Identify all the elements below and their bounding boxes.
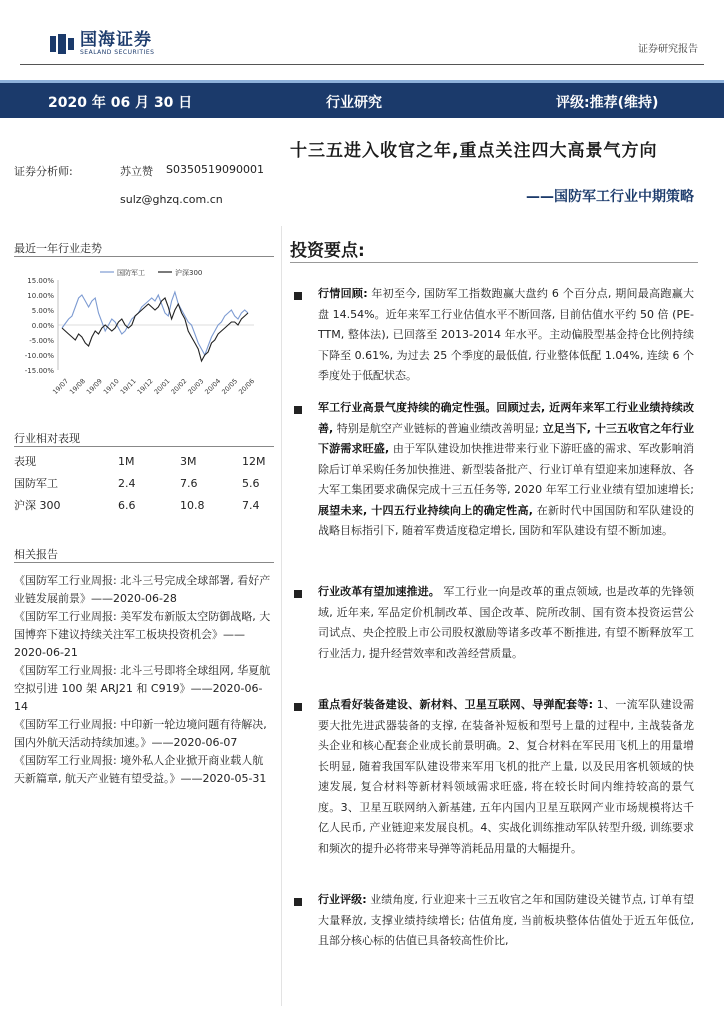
point-prosperity: [318, 398, 694, 542]
trend-chart-svg: [14, 258, 270, 400]
table-cell: 7.6: [180, 476, 198, 490]
point-lead: 重点看好装备建设、新材料、卫星互联网、导弹配套等:: [318, 698, 594, 711]
x-tick-label: 19/08: [68, 377, 87, 397]
point-emphasis: 展望未来, 十四五行业持续向上的确定性高,: [318, 503, 533, 517]
table-cell: 7.4: [242, 498, 260, 512]
related-reports-list: [14, 572, 272, 788]
x-tick-label: 20/05: [220, 377, 240, 397]
x-tick-label: 20/06: [237, 377, 257, 397]
header-divider: [20, 64, 704, 65]
trend-chart: [14, 258, 270, 400]
logo-text-cn: 国海证券: [80, 30, 152, 50]
point-lead: 军工行业高景气度持续的确定性强。回顾过去, 近两年来军工行业业绩持续改善,: [318, 401, 694, 435]
point-text: 年初至今, 国防军工指数跑赢大盘约 6 个百分点, 期间最高跑赢大盘 14.54%。近年来军工行业估值水平不断回落, 目前估值水平约 50 倍 (PE-TTM, 整体法), 已回落至 2013-2014 年水平。主动偏股型基金持仓比例持续下降至 0.61%, 为过去 25 个季度的最低值, 行业整体低配 1.04%, 连续 6 个季度处于低配状态。: [318, 287, 694, 382]
analyst-name: 苏立赞: [120, 165, 153, 178]
x-tick-label: 20/01: [152, 377, 172, 397]
point-text: 特别是航空产业链标的普遍业绩改善明显;: [333, 421, 539, 435]
legend-label: 沪深300: [175, 269, 203, 277]
analyst-email[interactable]: sulz@ghzq.com.cn: [120, 193, 223, 206]
logo-text-en: SEALAND SECURITIES: [80, 49, 155, 56]
performance-divider: [14, 446, 274, 447]
related-report-link[interactable]: 《国防军工行业周报: 美军发布新版太空防御战略, 大国博弈下建议持续关注军工板块投资机会》——2020-06-21: [14, 610, 271, 659]
bullet-icon: [294, 703, 302, 711]
point-text: 1、一流军队建设需要大批先进武器装备的支撑, 在装备补短板和型号上量的过程中, 主战装备龙头企业和核心配套企业成长前景明确。2、复合材料在军民用飞机上的用量增长明显, 随着我国军队建设带来军用飞机的批产上量, 以及民用客机领域的快速发展, 复合材料等新材料领域需求旺盛, 将在较长时间内维持较高的景气度。3、卫星互联网纳入新基建, 五年内国内卫星互联网产业市场规模将达千亿人民币, 产业链迎来发展良机。4、实战化训练推动军队转型升级, 训练要求和频次的提升必将带来导弹等消耗品用量的大幅提升。: [318, 698, 694, 855]
related-report-link[interactable]: 《国防军工行业周报: 中印新一轮边境问题有待解决, 国内外航天活动持续加速。》——2020-06-07: [14, 718, 267, 749]
table-header-cell: 表现: [14, 455, 36, 468]
report-date: 2020 年 06 月 30 日: [48, 95, 193, 111]
bullet-icon: [294, 898, 302, 906]
performance-heading: 行业相对表现: [14, 432, 80, 445]
x-tick-label: 19/07: [51, 377, 71, 397]
y-tick-label: 15.00%: [27, 277, 54, 285]
table-cell: 5.6: [242, 476, 260, 490]
header-band: [0, 80, 724, 118]
table-row: [14, 472, 270, 494]
point-focus-areas: [318, 695, 694, 859]
company-logo: [50, 32, 154, 56]
y-tick-label: -15.00%: [24, 367, 54, 375]
table-cell: 6.6: [118, 498, 136, 512]
point-text: 由于军队建设加快推进带来行业下游旺盛的需求、军改影响消除后订单采购任务加快推进、新型装备批产、行业订单有望迎来加速释放、各大军工集团要求确保完成十三五任务等, 2020 年军工行业业绩有望加速增长;: [318, 442, 694, 496]
table-cell: 10.8: [180, 498, 205, 512]
bullet-icon: [294, 406, 302, 414]
y-tick-label: 10.00%: [27, 292, 54, 300]
trend-heading: 最近一年行业走势: [14, 242, 102, 255]
point-text: 在新时代中国国防和军队建设的战略目标指引下, 随着军费适度稳定增长, 国防和军队建设有望不断加速。: [318, 503, 695, 537]
report-title: 十三五进入收官之年,重点关注四大高景气方向: [290, 141, 658, 161]
series-line-国防军工: [62, 292, 248, 355]
performance-table: [14, 450, 270, 516]
table-cell: 国防军工: [14, 477, 58, 490]
point-rating: [318, 890, 694, 952]
points-divider: [290, 262, 698, 263]
x-tick-label: 19/11: [118, 377, 138, 397]
related-report-link[interactable]: 《国防军工行业周报: 北斗三号即将全球组网, 华夏航空拟引进 100 架 ARJ21 和 C919》——2020-06-14: [14, 664, 271, 713]
point-lead: 行业评级:: [318, 893, 367, 906]
x-tick-label: 19/12: [135, 377, 155, 397]
points-heading: 投资要点:: [290, 241, 365, 261]
point-market-review: [318, 284, 694, 387]
y-tick-label: -10.00%: [24, 352, 54, 360]
point-text: 业绩角度, 行业迎来十三五收官之年和国防建设关键节点, 订单有望大量释放, 支撑业绩持续增长; 估值角度, 当前板块整体估值处于近五年低位, 且部分核心标的估值已具备较高性价比,: [318, 893, 694, 947]
analyst-label: 证券分析师:: [14, 165, 73, 178]
column-divider: [281, 226, 282, 1006]
table-header-cell: 1M: [118, 454, 135, 468]
table-cell: 沪深 300: [14, 499, 61, 512]
related-heading: 相关报告: [14, 548, 58, 561]
related-divider: [14, 562, 274, 563]
report-category: 行业研究: [326, 95, 382, 111]
trend-divider: [14, 256, 274, 257]
table-header-cell: 3M: [180, 454, 197, 468]
analyst-id: S0350519090001: [166, 163, 264, 176]
report-rating: 评级:推荐(维持): [556, 95, 659, 111]
y-tick-label: 0.00%: [31, 322, 54, 330]
x-tick-label: 20/03: [186, 377, 206, 397]
report-subtitle: ——国防军工行业中期策略: [526, 189, 694, 205]
bullet-icon: [294, 590, 302, 598]
related-report-link[interactable]: 《国防军工行业周报: 境外私人企业掀开商业载人航天新篇章, 航天产业链有望受益。》——2020-05-31: [14, 754, 267, 785]
point-lead: 行业改革有望加速推进。: [318, 585, 440, 598]
y-tick-label: -5.00%: [29, 337, 54, 345]
table-header-cell: 12M: [242, 454, 266, 468]
point-reform: [318, 582, 694, 664]
point-emphasis: 立足当下, 十三五收官之年行业下游需求旺盛,: [318, 421, 694, 455]
point-text: 军工行业一向是改革的重点领域, 也是改革的先锋领域, 近年来, 军品定价机制改革、国企改革、院所改制、国有资本投资运营公司试点、央企控股上市公司股权激励等诸多改革不断推进, 有望不断释放军工行业活力, 提升经营效率和改善经营质量。: [318, 585, 694, 660]
related-report-link[interactable]: 《国防军工行业周报: 北斗三号完成全球部署, 看好产业链发展前景》——2020-06-28: [14, 574, 271, 605]
doc-type: 证券研究报告: [638, 44, 698, 55]
x-tick-label: 19/09: [84, 377, 104, 397]
legend-label: 国防军工: [117, 269, 145, 277]
table-header-row: [14, 450, 270, 472]
x-tick-label: 20/02: [169, 377, 189, 397]
series-line-沪深300: [62, 298, 248, 361]
x-tick-label: 20/04: [203, 377, 223, 397]
table-row: [14, 494, 270, 516]
logo-mark-icon: [50, 34, 76, 54]
x-tick-label: 19/10: [101, 377, 121, 397]
point-lead: 行情回顾:: [318, 287, 368, 300]
y-tick-label: 5.00%: [31, 307, 54, 315]
table-cell: 2.4: [118, 476, 136, 490]
bullet-icon: [294, 292, 302, 300]
